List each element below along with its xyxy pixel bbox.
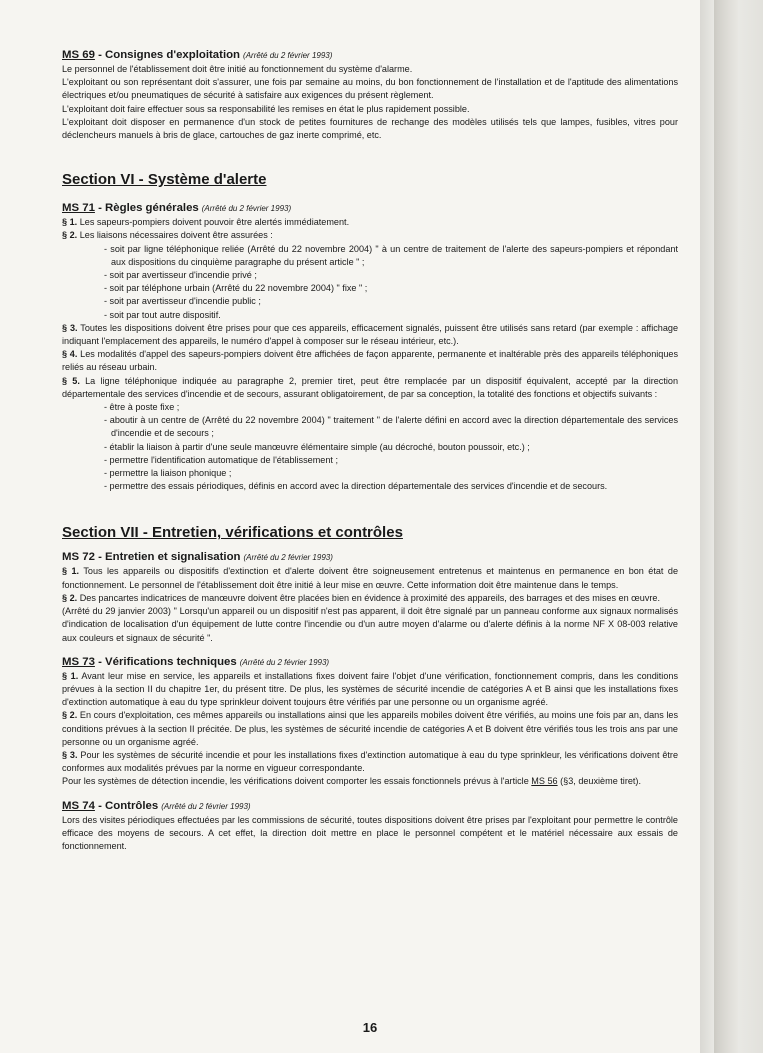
article-title: - Vérifications techniques <box>94 655 237 668</box>
paragraph <box>62 375 678 401</box>
list-item: - être à poste fixe ; <box>104 402 180 413</box>
article-reference: (Arrêté du 2 février 1993) <box>239 657 330 667</box>
article-title: - Entretien et signalisation <box>94 551 241 564</box>
article-title: - Contrôles <box>94 799 159 812</box>
list-item: - soit par avertisseur d'incendie privé ; <box>104 270 257 281</box>
paragraph-number: § 3. <box>62 749 78 760</box>
list-item: - soit par tout autre dispositif. <box>104 309 221 320</box>
paragraph-number: § 2. <box>62 710 78 721</box>
paragraph-number: § 2. <box>62 592 78 603</box>
paragraph-number: § 1. <box>62 670 79 681</box>
paragraph <box>62 592 678 605</box>
paragraph <box>62 216 678 229</box>
paragraph-number: § 4. <box>62 349 78 360</box>
paragraph-text: La ligne téléphonique indiquée au paragraphe 2, premier tiret, peut être remplacée par un dispositif équivalent, accepté par la direction départementale des services d'incendie et de secours, assurant obligatoirement, de par sa conception, la totalité des fonctions et objectifs suivants : <box>62 375 679 399</box>
paragraph: L'exploitant doit faire effectuer sous sa responsabilité les remises en état le plus rapidement possible. <box>62 103 470 114</box>
article-reference: (Arrêté du 2 février 1993) <box>201 204 292 214</box>
paragraph-number: § 1. <box>62 566 80 577</box>
article-heading <box>62 48 678 63</box>
page-shadow-strip <box>714 0 738 1053</box>
list-item: - soit par ligne téléphonique reliée (Arrêté du 22 novembre 2004) " à un centre de traitement de l'alerte des sapeurs-pompiers et répondant aux dispositions du cinquième paragraphe du présent article " ; <box>104 243 678 267</box>
paragraph <box>62 670 678 710</box>
dash-list <box>62 401 678 493</box>
article-title: - Règles générales <box>94 202 199 215</box>
list-item: - permettre l'identification automatique de l'établissement ; <box>104 454 338 465</box>
list-item: - soit par téléphone urbain (Arrêté du 22 novembre 2004) " fixe " ; <box>104 283 368 294</box>
paragraph: Le personnel de l'établissement doit être initié au fonctionnement du système d'alarme. <box>62 64 413 74</box>
paragraph-text: En cours d'exploitation, ces mêmes appareils ou installations ainsi que les appareils mobiles doivent être vérifiés, au moins une fois par an, dans les conditions prévues à la section II précitée. De plus, les systèmes de sécurité incendie de catégories A et B doivent être vérifiés tous les trois ans par une personne ou un organisme agréé. <box>62 710 678 747</box>
article-reference: (Arrêté du 2 février 1993) <box>243 553 333 563</box>
article-reference: (Arrêté du 2 février 1993) <box>161 801 251 811</box>
section-heading-vii: Section VII - Entretien, vérifications et contrôles <box>62 524 403 542</box>
list-item: - aboutir à un centre de (Arrêté du 22 novembre 2004) " traitement " de l'alerte défini en accord avec la direction départementale des services d'incendie et de secours ; <box>104 415 678 439</box>
paragraph-text: Tous les appareils ou dispositifs d'extinction et d'alerte doivent être soigneusement entretenus et maintenus en permanence en bon état de fonctionnement. Le personnel de l'établissement doit être initié à leur mise en œuvre. Cette information doit être maintenue dans le temps. <box>62 566 679 590</box>
paragraph: (Arrêté du 29 janvier 2003) " Lorsqu'un appareil ou un dispositif n'est pas apparent, il doit être signalé par un panneau conforme aux signaux normalisés d'indication de localisation d'un équipement de lutte contre l'incendie ou d'un autre moyen d'alarme ou d'alerte définis à la norme NF X 08-003 relative aux couleurs et signaux de sécurité ". <box>62 606 678 643</box>
article-ms72 <box>62 550 678 644</box>
list-item: - permettre la liaison phonique ; <box>104 468 232 479</box>
paragraph: L'exploitant doit disposer en permanence d'un stock de petites fournitures de rechange des modèles utilisés tels que lampes, fusibles, vitres pour déclencheurs manuels à bris de glace, cartouches de gaz inerte comprimé, etc. <box>62 116 678 141</box>
article-ms69 <box>62 48 678 142</box>
article-code: MS 72 <box>62 551 95 564</box>
paragraph-text: Pour les systèmes de sécurité incendie et pour les installations fixes d'extinction automatique à eau du type sprinkleur, les vérifications doivent être conformes aux modalités prévues par la norme en vigueur correspondante. <box>62 749 679 774</box>
paragraph-text: Avant leur mise en service, les appareils et installations fixes doivent faire l'objet d'une vérification, fonctionnement compris, dans les conditions prévues à la section II du chapitre 1er, du présent titre. De plus, les systèmes de sécurité incendie de catégories A et B ainsi que les installations fixes d'extinction automatique à eau du type sprinkleur doivent toujours être vérifiés par une personne ou un organisme agréé. <box>62 670 678 708</box>
paragraph <box>62 709 678 749</box>
binding-edge <box>700 0 763 1053</box>
article-heading <box>62 201 678 216</box>
article-ms74 <box>62 799 678 854</box>
article-ms56-link[interactable]: MS 56 <box>531 776 558 787</box>
article-code-link[interactable]: MS 73 <box>62 655 95 668</box>
paragraph-text: Toutes les dispositions doivent être prises pour que ces appareils, efficacement signalés, puissent être utilisés sans retard (par exemple : affichage indiquant l'emplacement des appareils, le numéro d'appel à composer sur le réseau intérieur, etc.). <box>62 322 679 347</box>
paragraph: Lors des visites périodiques effectuées par les commissions de sécurité, toutes dispositions doivent être prises par l'exploitant pour permettre le contrôle efficace des moyens de secours. A cet effet, la direction doit mettre en place le personnel compétent et le matériel nécessaire aux essais de fonctionnement. <box>62 814 678 851</box>
page-content <box>62 48 678 853</box>
article-ms71 <box>62 201 678 493</box>
list-item: - établir la liaison à partir d'une seule manœuvre élémentaire simple (au décroché, bouton poussoir, etc.) ; <box>104 441 530 452</box>
paragraph <box>62 749 678 775</box>
article-code-link[interactable]: MS 71 <box>62 202 95 215</box>
paragraph: L'exploitant ou son représentant doit s'assurer, une fois par semaine au moins, du bon fonctionnement de l'installation et de l'aptitude des alimentations électriques et/ou pneumatiques de sécurité à satisfaire aux exigences du présent règlement. <box>62 77 678 101</box>
paragraph <box>62 348 678 374</box>
paragraph-number: § 5. <box>62 375 80 386</box>
paragraph-text: (§3, deuxième tiret). <box>557 776 641 787</box>
paragraph-text: Les sapeurs-pompiers doivent pouvoir être alertés immédiatement. <box>77 217 350 228</box>
page-number: 16 <box>362 1020 378 1035</box>
article-ms73 <box>62 655 678 789</box>
paragraph-number: § 1. <box>62 217 78 228</box>
article-code-link[interactable]: MS 74 <box>62 799 95 812</box>
article-heading <box>62 799 678 814</box>
dash-list <box>62 243 678 322</box>
paragraph <box>62 565 678 591</box>
paragraph-text: Les liaisons nécessaires doivent être assurées : <box>77 230 273 241</box>
paragraph <box>62 322 678 348</box>
article-heading <box>62 655 678 670</box>
article-title: - Consignes d'exploitation <box>94 49 241 61</box>
article-heading <box>62 550 678 565</box>
paragraph-number: § 3. <box>62 322 78 333</box>
paragraph-text: Les modalités d'appel des sapeurs-pompiers doivent être affichées de façon apparente, permanente et inaltérable près des appareils téléphoniques reliés au réseau urbain. <box>62 349 678 373</box>
paragraph-number: § 2. <box>62 230 78 241</box>
paragraph-text: Pour les systèmes de détection incendie, les vérifications doivent comporter les essais fonctionnels prévus à l'article <box>62 776 532 787</box>
paragraph-text: Des pancartes indicatrices de manœuvre doivent être placées bien en évidence à proximité des appareils, des barrages et des mises en œuvre. <box>77 592 660 603</box>
article-reference: (Arrêté du 2 février 1993) <box>243 51 333 60</box>
paragraph <box>62 775 678 788</box>
article-code-link[interactable]: MS 69 <box>62 49 95 61</box>
section-heading-vi: Section VI - Système d'alerte <box>62 171 267 189</box>
list-item: - soit par avertisseur d'incendie public ; <box>104 296 261 307</box>
list-item: - permettre des essais périodiques, définis en accord avec la direction départementale des services d'incendie et de secours. <box>104 481 608 492</box>
paragraph <box>62 229 678 242</box>
